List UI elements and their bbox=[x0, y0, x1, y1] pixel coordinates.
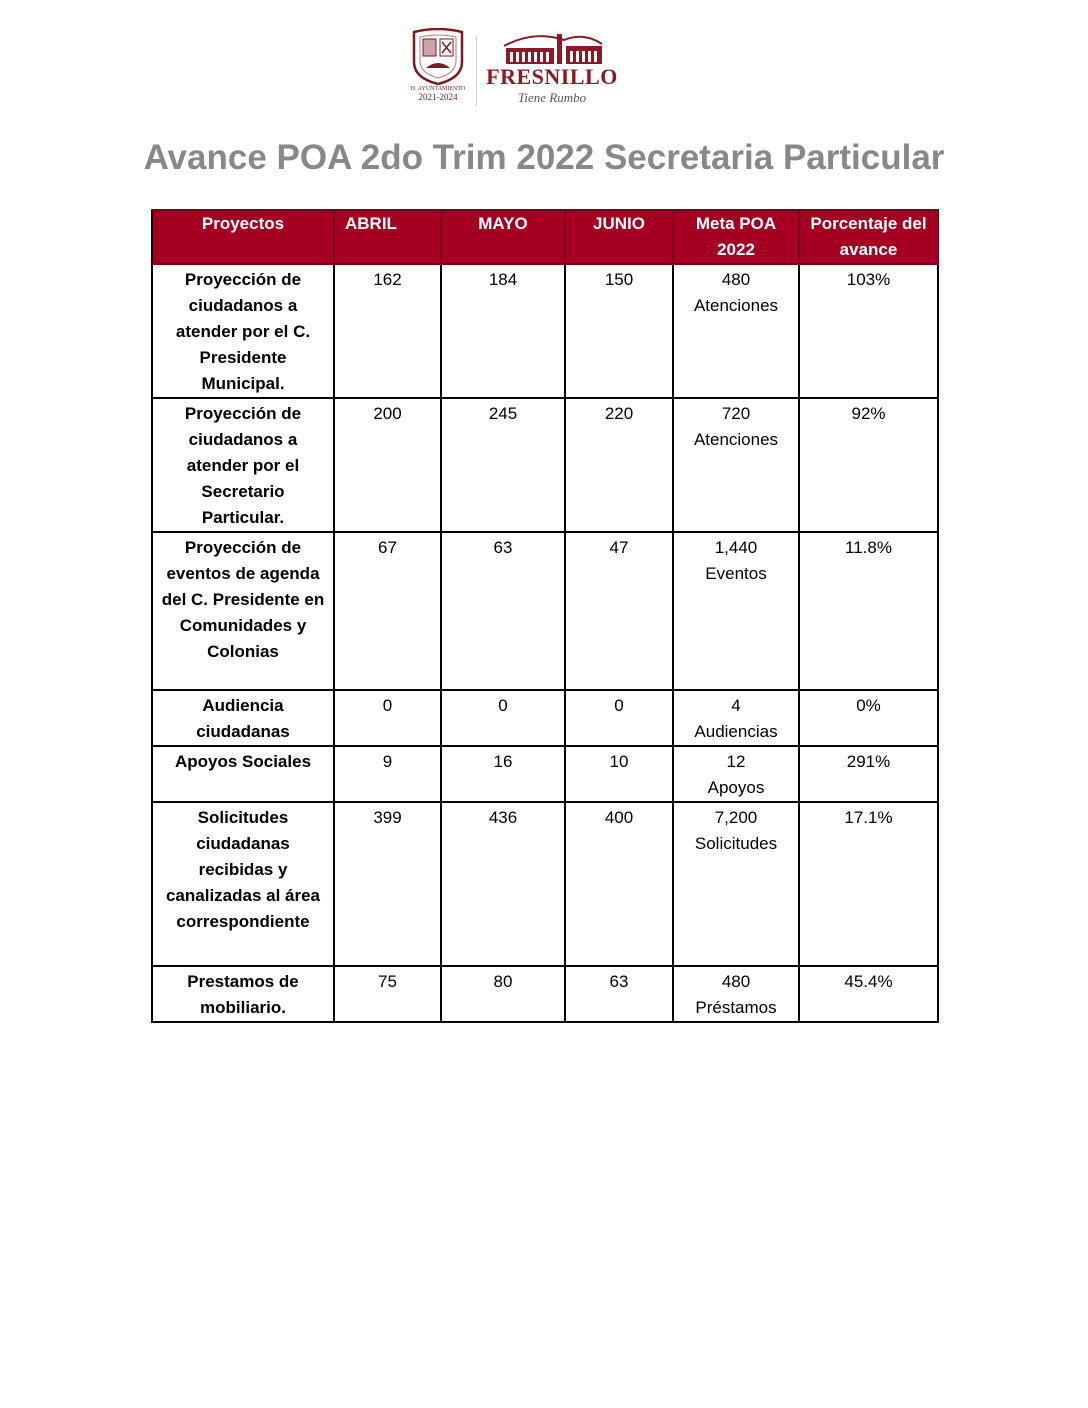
cell-abril: 75 bbox=[334, 966, 441, 1022]
meta-unit: Atenciones bbox=[693, 430, 779, 449]
cell-abril: 67 bbox=[334, 532, 441, 690]
cell-proyecto: Proyección de ciudadanos a atender por el Secretario Particular. bbox=[152, 398, 334, 532]
cell-meta bbox=[673, 398, 799, 532]
column-header-mayo: MAYO bbox=[441, 210, 565, 264]
cell-proyecto: Apoyos Sociales bbox=[152, 746, 334, 802]
cell-meta bbox=[673, 966, 799, 1022]
cell-proyecto: Proyección de ciudadanos a atender por el C. Presidente Municipal. bbox=[152, 264, 334, 398]
column-header-proyectos: Proyectos bbox=[152, 210, 334, 264]
cell-meta bbox=[673, 264, 799, 398]
table-row bbox=[152, 264, 938, 398]
cell-mayo: 63 bbox=[441, 532, 565, 690]
cell-porcentaje: 92% bbox=[799, 398, 938, 532]
column-header-meta: Meta POA 2022 bbox=[673, 210, 799, 264]
cell-mayo: 0 bbox=[441, 690, 565, 746]
cell-junio: 10 bbox=[565, 746, 673, 802]
cell-meta bbox=[673, 746, 799, 802]
cell-proyecto: Prestamos de mobiliario. bbox=[152, 966, 334, 1022]
crest-caption-line2: 2021-2024 bbox=[418, 92, 458, 102]
poa-progress-table bbox=[151, 209, 939, 1023]
column-header-abril: ABRIL bbox=[334, 210, 441, 264]
meta-unit: Audiencias bbox=[694, 722, 778, 741]
shield-icon bbox=[408, 28, 468, 86]
meta-value: 1,440 bbox=[714, 538, 758, 557]
cell-junio: 220 bbox=[565, 398, 673, 532]
cell-junio: 150 bbox=[565, 264, 673, 398]
cell-junio: 0 bbox=[565, 690, 673, 746]
column-header-junio: JUNIO bbox=[565, 210, 673, 264]
logo-divider bbox=[476, 36, 477, 106]
table-row bbox=[152, 398, 938, 532]
municipal-crest-logo bbox=[408, 28, 468, 110]
cell-meta bbox=[673, 802, 799, 966]
table-row bbox=[152, 966, 938, 1022]
city-skyline-icon bbox=[484, 28, 620, 66]
cell-proyecto: Proyección de eventos de agenda del C. Presidente en Comunidades y Colonias bbox=[152, 532, 334, 690]
meta-value: 4 bbox=[731, 696, 741, 715]
cell-porcentaje: 103% bbox=[799, 264, 938, 398]
header-logos bbox=[408, 28, 620, 110]
cell-mayo: 80 bbox=[441, 966, 565, 1022]
table-row bbox=[152, 532, 938, 690]
cell-meta bbox=[673, 690, 799, 746]
meta-value: 7,200 bbox=[714, 808, 758, 827]
brand-slogan: Tiene Rumbo bbox=[517, 90, 587, 105]
table-header-row bbox=[152, 210, 938, 264]
cell-abril: 162 bbox=[334, 264, 441, 398]
cell-porcentaje: 45.4% bbox=[799, 966, 938, 1022]
table-row bbox=[152, 746, 938, 802]
table-row bbox=[152, 802, 938, 966]
meta-unit: Préstamos bbox=[695, 998, 777, 1017]
cell-abril: 0 bbox=[334, 690, 441, 746]
document-title: Avance POA 2do Trim 2022 Secretaria Particular bbox=[143, 138, 945, 177]
meta-value: 12 bbox=[726, 752, 746, 771]
column-header-porcentaje: Porcentaje del avance bbox=[799, 210, 938, 264]
cell-proyecto: Audiencia ciudadanas bbox=[152, 690, 334, 746]
cell-porcentaje: 11.8% bbox=[799, 532, 938, 690]
cell-mayo: 184 bbox=[441, 264, 565, 398]
cell-junio: 63 bbox=[565, 966, 673, 1022]
cell-meta bbox=[673, 532, 799, 690]
cell-proyecto: Solicitudes ciudadanas recibidas y canalizadas al área correspondiente bbox=[152, 802, 334, 966]
brand-name: FRESNILLO bbox=[486, 64, 618, 89]
meta-unit: Solicitudes bbox=[694, 834, 778, 853]
crest-caption-line1: H. AYUNTAMIENTO bbox=[410, 86, 466, 92]
cell-mayo: 16 bbox=[441, 746, 565, 802]
meta-value: 720 bbox=[721, 404, 751, 423]
cell-porcentaje: 0% bbox=[799, 690, 938, 746]
cell-junio: 47 bbox=[565, 532, 673, 690]
cell-abril: 200 bbox=[334, 398, 441, 532]
cell-mayo: 245 bbox=[441, 398, 565, 532]
table-row bbox=[152, 690, 938, 746]
cell-junio: 400 bbox=[565, 802, 673, 966]
cell-abril: 399 bbox=[334, 802, 441, 966]
meta-unit: Eventos bbox=[705, 564, 767, 583]
cell-mayo: 436 bbox=[441, 802, 565, 966]
meta-value: 480 bbox=[721, 972, 751, 991]
cell-porcentaje: 291% bbox=[799, 746, 938, 802]
fresnillo-logo bbox=[484, 28, 620, 110]
cell-porcentaje: 17.1% bbox=[799, 802, 938, 966]
meta-unit: Atenciones bbox=[693, 296, 779, 315]
meta-unit: Apoyos bbox=[707, 778, 765, 797]
cell-abril: 9 bbox=[334, 746, 441, 802]
meta-value: 480 bbox=[721, 270, 751, 289]
